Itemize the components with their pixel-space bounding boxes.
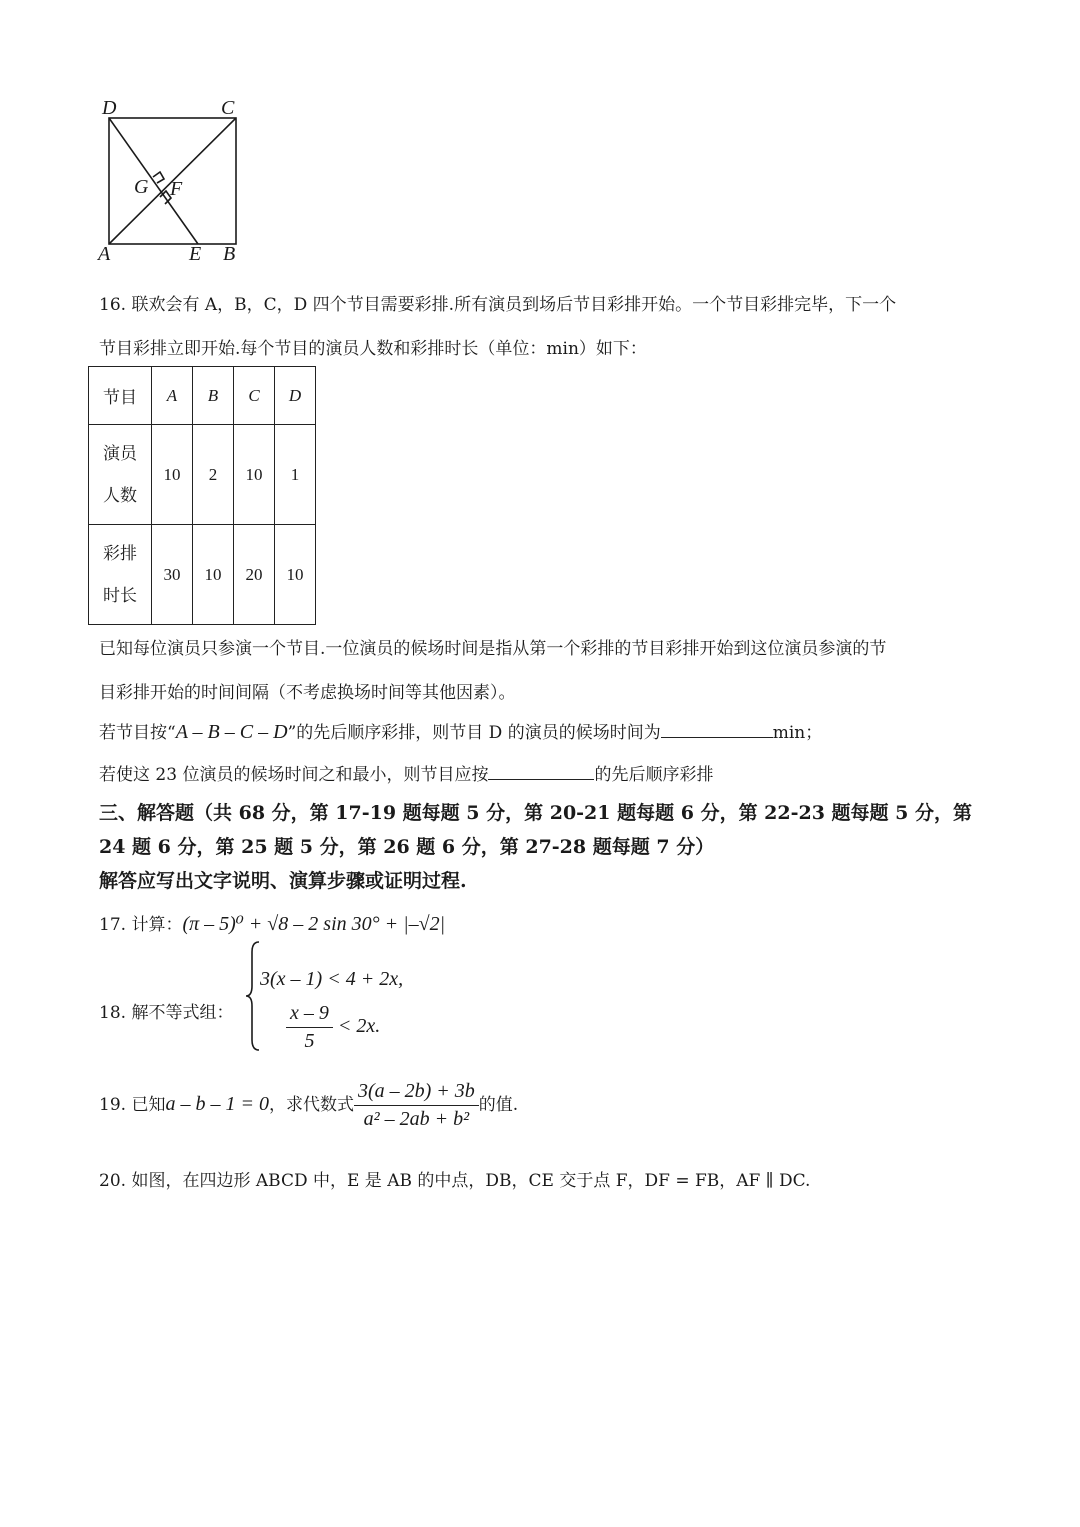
- table-cell: [89, 425, 152, 525]
- table-cell: A: [152, 367, 193, 425]
- q16-line1: [99, 290, 896, 315]
- table-cell: 20: [234, 525, 275, 625]
- label-f: F: [170, 178, 183, 200]
- q18-inequality-2: [286, 1002, 380, 1053]
- q16-number: 16.: [99, 295, 127, 315]
- q18-label: [99, 998, 233, 1023]
- table-cell: [89, 525, 152, 625]
- label-a: A: [98, 243, 111, 265]
- q18-frac-num: x – 9: [286, 1002, 333, 1028]
- square-figure: [90, 92, 260, 267]
- q16-text2: 目彩排开始的时间间隔（不考虑换场时间等其他因素）。: [99, 683, 516, 703]
- q20-text: 如图，在四边形 ABCD 中，E 是 AB 的中点，DB，CE 交于点 F，DF = FB，AF ∥ DC.: [131, 1171, 811, 1191]
- q20-number: 20.: [99, 1171, 127, 1191]
- table-cell: B: [193, 367, 234, 425]
- q17: [99, 910, 445, 936]
- rehearsal-table: [88, 366, 316, 625]
- table-cell: 30: [152, 525, 193, 625]
- q1-pre: 若节目按“: [99, 723, 176, 743]
- section3-line1: 三、解答题（共 68 分，第 17-19 题每题 5 分，第 20-21 题每题 6 分，第 22-23 题每题 5 分，第: [99, 802, 973, 824]
- q2-post: 的先后顺序彩排: [594, 765, 714, 785]
- q1-mid: ”的先后顺序彩排，则节目 D 的演员的候场时间为: [287, 723, 661, 743]
- q19-frac-num: 3(a – 2b) + 3b: [354, 1080, 479, 1106]
- diagonal-db: [109, 118, 198, 244]
- q1-unit: min；: [772, 723, 823, 743]
- q1-order: A – B – C – D: [175, 721, 288, 743]
- q19-frac-den: a² – 2ab + b²: [363, 1108, 470, 1130]
- q19-fraction: [354, 1080, 479, 1131]
- answer-blank-1[interactable]: [661, 721, 773, 738]
- q17-expression: (π – 5)⁰ + √8 – 2 sin 30° + |–√2|: [182, 913, 446, 935]
- q18-ineq2-rest: < 2x.: [337, 1015, 381, 1038]
- q19-prefix: 已知: [131, 1095, 166, 1115]
- table-cell: 1: [275, 425, 316, 525]
- table-cell: C: [234, 367, 275, 425]
- label-d: D: [102, 97, 117, 119]
- table-row: [89, 367, 316, 425]
- q16-text1: 已知每位演员只参演一个节目.一位演员的候场时间是指从第一个彩排的节目彩排开始到这位演员参演的节: [99, 639, 887, 659]
- q20: [99, 1166, 810, 1191]
- q18-prefix: 解不等式组：: [131, 1003, 234, 1023]
- table-cell: 10: [234, 425, 275, 525]
- q16-question2: [99, 760, 713, 785]
- row-label: 人数: [103, 485, 137, 505]
- table-row: [89, 525, 316, 625]
- brace-icon: [244, 940, 262, 1052]
- q18-inequality-1: 3(x – 1) < 4 + 2x,: [260, 968, 404, 990]
- table-cell: D: [275, 367, 316, 425]
- table-cell: 2: [193, 425, 234, 525]
- q2-pre: 若使这 23 位演员的候场时间之和最小，则节目应按: [99, 765, 489, 785]
- section3-line3: 解答应写出文字说明、演算步骤或证明过程.: [99, 870, 467, 892]
- row-label: 时长: [103, 585, 137, 605]
- table-cell: 10: [275, 525, 316, 625]
- q18-number: 18.: [99, 1003, 127, 1023]
- table-row: [89, 425, 316, 525]
- row-label: 演员: [103, 443, 137, 463]
- q18-frac-den: 5: [304, 1030, 315, 1052]
- table-cell: 节目: [89, 367, 152, 425]
- q16-intro: 联欢会有 A，B，C，D 四个节目需要彩排.所有演员到场后节目彩排开始。一个节目彩排完毕，下一个: [131, 295, 897, 315]
- q19-condition: a – b – 1 = 0: [165, 1093, 269, 1115]
- q17-number: 17.: [99, 915, 127, 935]
- q19-mid: ，求代数式: [268, 1095, 354, 1115]
- section3-line2: 24 题 6 分，第 25 题 5 分，第 26 题 6 分，第 27-28 题每题 7 分）: [99, 836, 715, 858]
- q19-number: 19.: [99, 1095, 127, 1115]
- q16-question1: [99, 718, 822, 744]
- q19-suffix: 的值.: [478, 1095, 519, 1115]
- q19: [99, 1080, 518, 1131]
- label-b: B: [223, 243, 236, 265]
- q18-fraction: [286, 1002, 333, 1053]
- table-cell: 10: [152, 425, 193, 525]
- label-c: C: [221, 97, 235, 119]
- row-label: 彩排: [103, 543, 137, 563]
- label-e: E: [189, 243, 202, 265]
- table-cell: 10: [193, 525, 234, 625]
- q16-line2: 节目彩排立即开始.每个节目的演员人数和彩排时长（单位：min）如下：: [99, 339, 647, 359]
- q17-prefix: 计算：: [131, 915, 183, 935]
- label-g: G: [134, 176, 149, 198]
- answer-blank-2[interactable]: [488, 763, 594, 780]
